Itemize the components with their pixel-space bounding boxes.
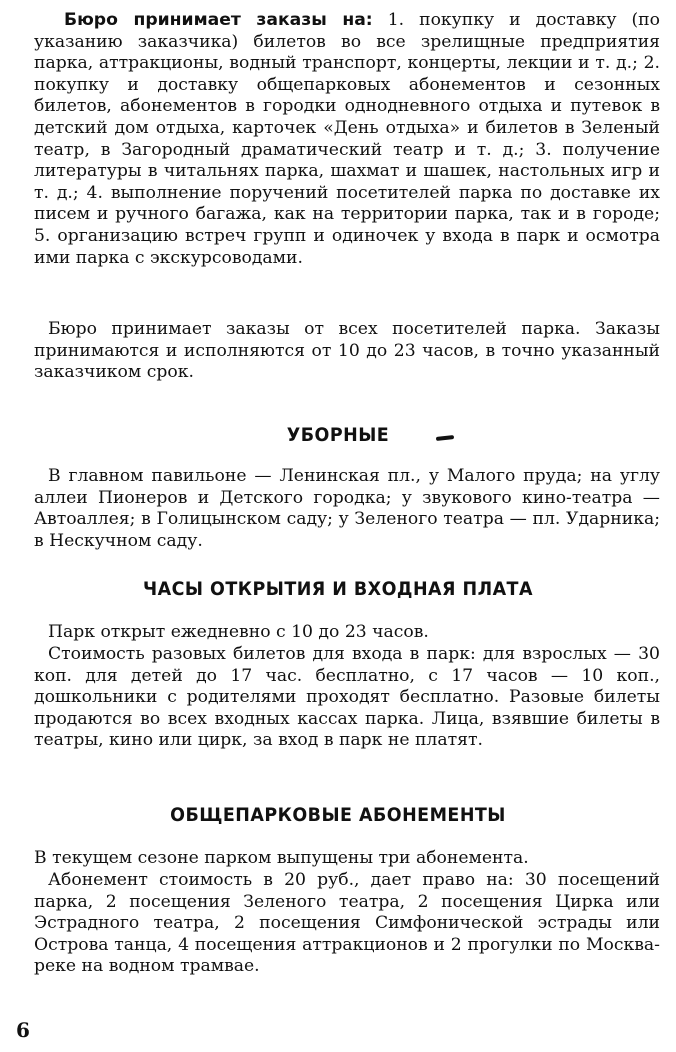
bureau-paragraph [34, 10, 660, 269]
passes-heading: ОБЩЕПАРКОВЫЕ АБОНЕМЕНТЫ [170, 804, 506, 826]
hours-open-paragraph: Парк открыт ежедневно с 10 до 23 часов. [48, 622, 429, 642]
bureau-services-text: 1. покупку и доставку (по указанию заказчика) билетов во все зрелищные предприятия парка, аттракционы, водный транспорт, концерты, лекции и т. д.; 2. покупку и доставку общепарковых абонементов и сезонных билетов, абонементов в городки однодневного отдыха и путевок в детский дом отдыха, карточек «День отдыха» и билетов в Зеленый театр, в Загородный драматический театр и т. д.; 3. получение литературы в читальнях парка, шахмат и шашек, настольных игр и т. д.; 4. выполнение поручений посетителей парка по доставке их писем и ручного багажа, как на территории парка, так и в городе; 5. организацию встреч групп и одиночек у входа в парк и осмотра ими парка с экскурсоводами. [34, 10, 660, 268]
bureau-lead: Бюро принимает заказы на: [64, 10, 373, 30]
passes-intro-paragraph: В текущем сезоне парком выпущены три абонемента. [34, 848, 529, 868]
toilets-paragraph: В главном павильоне — Ленинская пл., у Малого пруда; на углу аллеи Пионеров и Детского городка; у звукового кино-театра — Автоаллея; в Голицынском саду; у Зеленого театра — пл. Ударника; в Нескучном саду. [34, 466, 660, 551]
passes-details-paragraph: Абонемент стоимость в 20 руб., дает право на: 30 посещений парка, 2 посещения Зеленого театра, 2 посещения Цирка или Эстрадного театра, 2 посещения Симфонической эстрады или Острова танца, 4 посещения аттракционов и 2 прогулки по Москва-реке на водном трамвае. [34, 870, 660, 977]
bureau-hours-paragraph: Бюро принимает заказы от всех посетителей парка. Заказы принимаются и исполняются от 10 до 23 часов, в точно указанный заказчиком срок. [34, 319, 660, 383]
hours-heading: ЧАСЫ ОТКРЫТИЯ И ВХОДНАЯ ПЛАТА [143, 578, 533, 600]
page-number: 6 [16, 1018, 30, 1042]
toilets-heading: УБОРНЫЕ [286, 424, 390, 446]
hours-price-paragraph: Стоимость разовых билетов для входа в парк: для взрослых — 30 коп. для детей до 17 час. бесплатно, с 17 часов — 10 коп., дошкольники с родителями проходят бесплатно. Разовые билеты продаются во всех входных кассах парка. Лица, взявшие билеты в театры, кино или цирк, за вход в парк не платят. [34, 644, 660, 751]
